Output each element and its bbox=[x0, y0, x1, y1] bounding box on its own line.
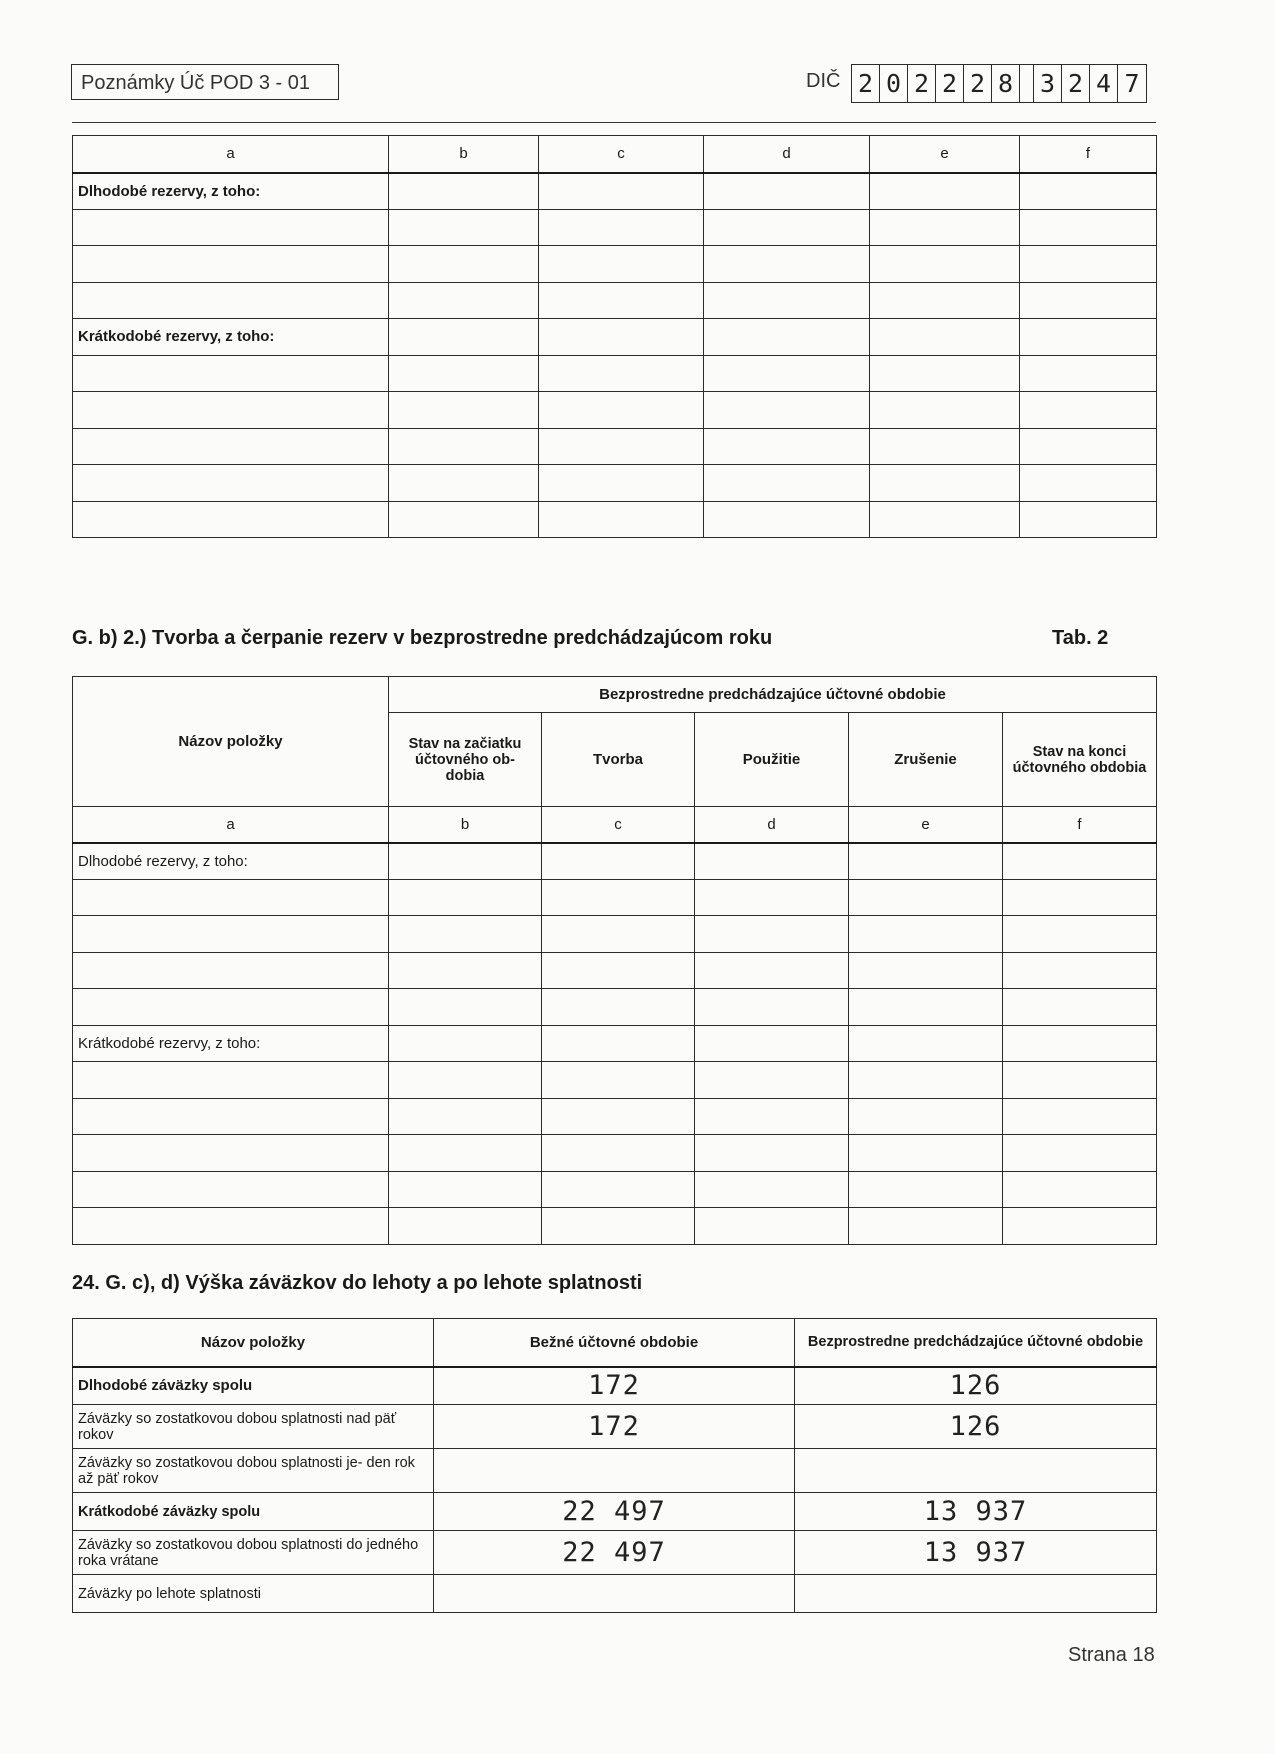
row-label: Krátkodobé záväzky spolu bbox=[73, 1493, 434, 1531]
dic-digit: 2 bbox=[908, 65, 936, 102]
table-row bbox=[73, 355, 1157, 392]
dic-digit: 4 bbox=[1090, 65, 1118, 102]
current-value: 172 bbox=[434, 1367, 795, 1405]
col-letter-f: f bbox=[1020, 136, 1157, 173]
dic-separator bbox=[1020, 65, 1034, 102]
table-row bbox=[73, 1062, 1157, 1099]
table-row bbox=[73, 916, 1157, 953]
dic-digit: 3 bbox=[1034, 65, 1062, 102]
table-row bbox=[73, 1531, 1157, 1575]
dic-digit: 0 bbox=[880, 65, 908, 102]
dic-digit: 2 bbox=[936, 65, 964, 102]
table-row bbox=[73, 1405, 1157, 1449]
col-end-balance: Stav na konci účtovného obdobia bbox=[1003, 713, 1157, 807]
table-row bbox=[73, 879, 1157, 916]
col-letter-b: b bbox=[389, 136, 539, 173]
col-start-balance: Stav na začiatku účtovného ob- dobia bbox=[389, 713, 542, 807]
col-letter-f: f bbox=[1003, 807, 1157, 843]
col-letter-e: e bbox=[849, 807, 1003, 843]
table-row bbox=[73, 843, 1157, 880]
table-row bbox=[73, 501, 1157, 538]
header-item-name: Názov položky bbox=[73, 1319, 434, 1367]
col-letter-d: d bbox=[704, 136, 870, 173]
provisions-table bbox=[72, 135, 1157, 538]
dic-digit: 2 bbox=[964, 65, 992, 102]
table-row bbox=[73, 209, 1157, 246]
row-label: Záväzky so zostatkovou dobou splatnosti do jedného roka vrátane bbox=[73, 1531, 434, 1575]
provisions-previous-year-table bbox=[72, 676, 1157, 1245]
table-row bbox=[73, 1493, 1157, 1531]
table-row bbox=[73, 1575, 1157, 1613]
table-row bbox=[73, 465, 1157, 502]
dic-field bbox=[851, 64, 1147, 103]
table-row bbox=[73, 1025, 1157, 1062]
col-letter-c: c bbox=[542, 807, 695, 843]
table-row bbox=[73, 1367, 1157, 1405]
period-header: Bezprostredne predchádzajúce účtovné obdobie bbox=[389, 677, 1157, 713]
col-use: Použitie bbox=[695, 713, 849, 807]
dic-digit: 7 bbox=[1124, 69, 1140, 98]
current-value: 22 497 bbox=[434, 1531, 795, 1575]
long-term-provisions-label: Dlhodobé rezervy, z toho: bbox=[73, 843, 389, 880]
liabilities-table bbox=[72, 1318, 1157, 1613]
col-letter-d: d bbox=[695, 807, 849, 843]
dic-digit: 2 bbox=[1062, 65, 1090, 102]
col-letter-c: c bbox=[539, 136, 704, 173]
col-cancellation: Zrušenie bbox=[849, 713, 1003, 807]
row-label: Záväzky so zostatkovou dobou splatnosti nad päť rokov bbox=[73, 1405, 434, 1449]
col-letter-a: a bbox=[73, 807, 389, 843]
previous-value: 126 bbox=[795, 1367, 1157, 1405]
section-title-24: 24. G. c), d) Výška záväzkov do lehoty a po lehote splatnosti bbox=[72, 1272, 643, 1294]
previous-value: 13 937 bbox=[795, 1531, 1157, 1575]
previous-value: 13 937 bbox=[795, 1493, 1157, 1531]
table-row bbox=[73, 319, 1157, 356]
table-row bbox=[73, 282, 1157, 319]
header-divider bbox=[72, 122, 1156, 123]
row-label: Záväzky so zostatkovou dobou splatnosti je- den rok až päť rokov bbox=[73, 1449, 434, 1493]
previous-value bbox=[795, 1575, 1157, 1613]
table-row bbox=[73, 989, 1157, 1026]
short-term-provisions-label: Krátkodobé rezervy, z toho: bbox=[73, 319, 389, 356]
current-value bbox=[434, 1575, 795, 1613]
long-term-provisions-label: Dlhodobé rezervy, z toho: bbox=[73, 173, 389, 210]
short-term-provisions-label: Krátkodobé rezervy, z toho: bbox=[73, 1025, 389, 1062]
table-row bbox=[73, 246, 1157, 283]
col-letter-a: a bbox=[73, 136, 389, 173]
dic-digit: 8 bbox=[992, 65, 1020, 102]
form-code-label: Poznámky Úč POD 3 - 01 bbox=[71, 64, 339, 100]
tab-number: Tab. 2 bbox=[1052, 627, 1109, 649]
table-row bbox=[73, 1135, 1157, 1172]
section-title-g-b2: G. b) 2.) Tvorba a čerpanie rezerv v bezprostredne predchádzajúcom roku bbox=[72, 627, 773, 649]
row-label: Záväzky po lehote splatnosti bbox=[73, 1575, 434, 1613]
name-header: Názov položky bbox=[73, 677, 389, 807]
col-letter-e: e bbox=[870, 136, 1020, 173]
header-current-period: Bežné účtovné obdobie bbox=[434, 1319, 795, 1367]
page-number: Strana 18 bbox=[1068, 1644, 1155, 1666]
current-value bbox=[434, 1449, 795, 1493]
current-value: 22 497 bbox=[434, 1493, 795, 1531]
table-row bbox=[73, 1171, 1157, 1208]
row-label: Dlhodobé záväzky spolu bbox=[73, 1367, 434, 1405]
table-row bbox=[73, 952, 1157, 989]
col-letter-b: b bbox=[389, 807, 542, 843]
col-creation: Tvorba bbox=[542, 713, 695, 807]
current-value: 172 bbox=[434, 1405, 795, 1449]
table-row bbox=[73, 392, 1157, 429]
header-previous-period: Bezprostredne predchádzajúce účtovné obdobie bbox=[795, 1319, 1157, 1367]
table-row bbox=[73, 1449, 1157, 1493]
previous-value bbox=[795, 1449, 1157, 1493]
dic-label: DIČ bbox=[806, 70, 841, 92]
table-row bbox=[73, 1098, 1157, 1135]
dic-digit: 2 bbox=[852, 65, 880, 102]
table-row bbox=[73, 428, 1157, 465]
table-row bbox=[73, 1208, 1157, 1245]
table-row bbox=[73, 173, 1157, 210]
previous-value: 126 bbox=[795, 1405, 1157, 1449]
